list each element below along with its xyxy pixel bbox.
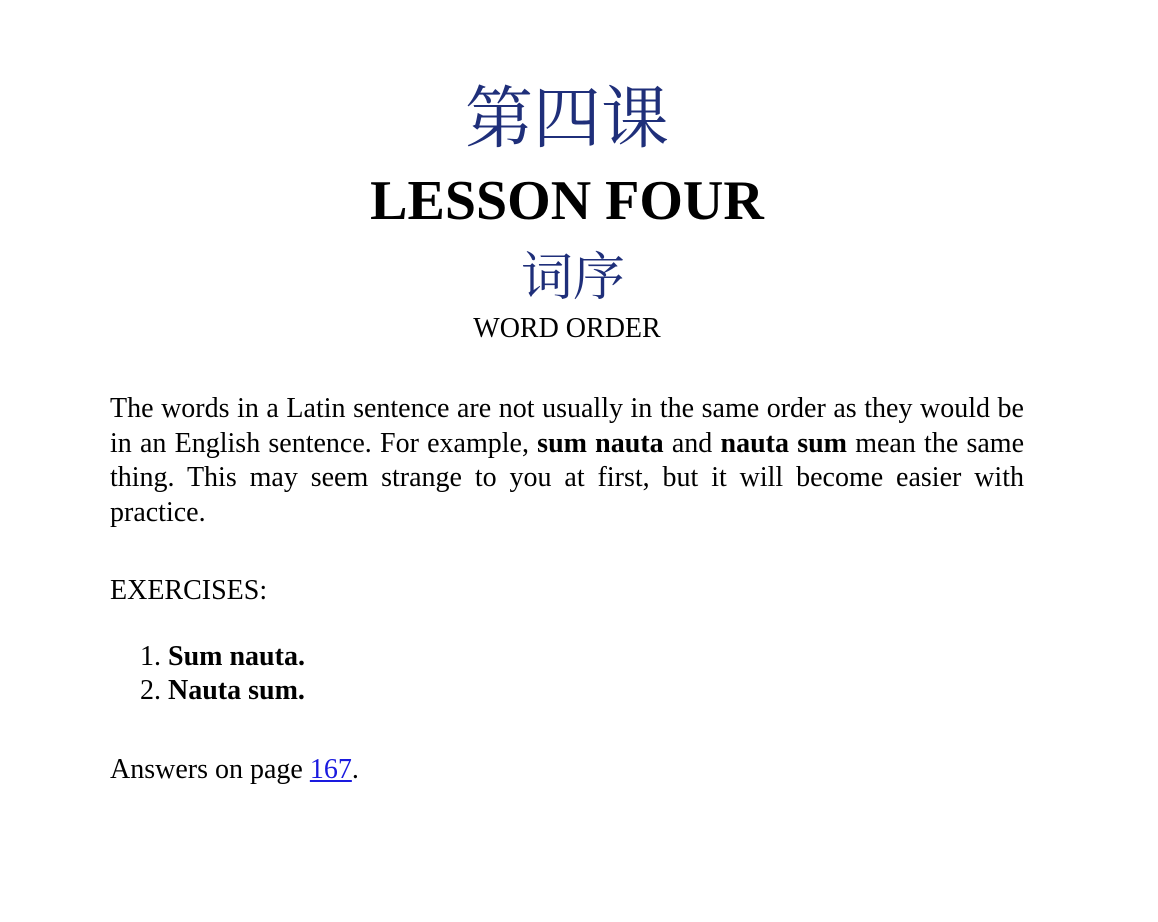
exercise-number: 2. [140,675,161,706]
exercise-text: Sum nauta. [168,641,305,672]
intro-text-part-1: The words in a Latin sentence are not usually in the same order as they would be in an English sentence. For example, [110,393,1024,459]
intro-text-part-3: mean the same thing. This may seem strange to you at first, but it will become easier with practice. [110,427,1025,528]
exercises-heading: EXERCISES: [110,575,268,606]
chinese-lesson-title: 第四课 [464,80,669,159]
exercise-text: Nauta sum. [168,675,305,706]
answers-suffix: . [351,754,359,785]
english-lesson-title: LESSON FOUR [370,170,764,232]
exercise-item [110,674,305,708]
chinese-subtitle: 词序 [520,248,625,308]
exercise-number: 1. [140,641,161,672]
english-subtitle: WORD ORDER [473,313,661,344]
intro-paragraph [110,392,1024,530]
exercise-list [110,640,305,708]
answers-page-link[interactable]: 167 [309,754,352,785]
intro-bold-phrase-2: nauta sum [720,427,847,459]
answers-prefix: Answers on page [110,754,310,785]
intro-bold-phrase-1: sum nauta [537,427,664,459]
answers-line [110,753,359,787]
intro-text-part-2: and [663,427,721,459]
exercise-item [110,640,305,674]
